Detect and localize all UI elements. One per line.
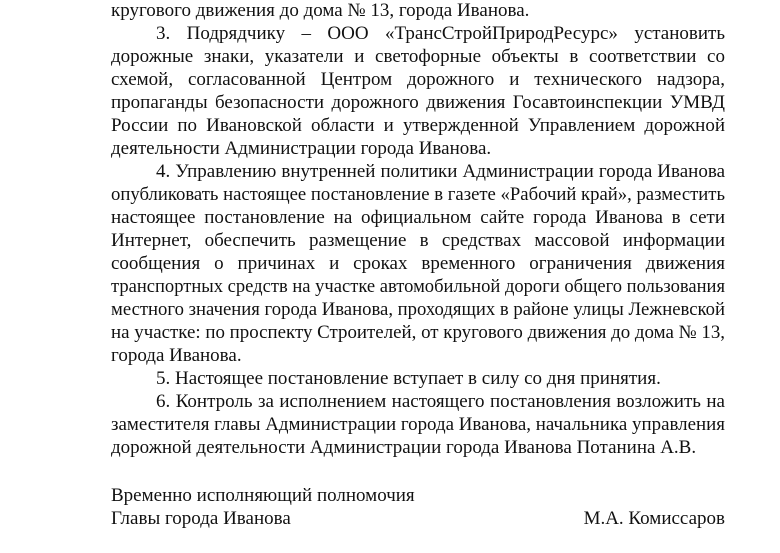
paragraph-3-line-1: 3. Подрядчику – ООО «ТрансСтройПриродРесурс» установить: [156, 23, 725, 44]
paragraph-3-line-5: России по Ивановской области и утвержденной Управлением дорожной: [111, 115, 725, 136]
signature-position-line-1: Временно исполняющий полномочия: [111, 485, 415, 506]
paragraph-4-line-2: опубликовать настоящее постановление в газете «Рабочий край», разместить: [111, 184, 725, 205]
paragraph-3-line-4: пропаганды безопасности дорожного движения Госавтоинспекции УМВД: [111, 92, 725, 113]
paragraph-4-line-9: города Иванова.: [111, 345, 242, 366]
signature-name: М.А. Комиссаров: [583, 508, 725, 529]
paragraph-4-line-7: местного значения города Иванова, проходящих в районе улицы Лежневской: [111, 299, 725, 320]
paragraph-4-line-3: настоящее постановление на официальном сайте города Иванова в сети: [111, 207, 725, 228]
paragraph-4-line-4: Интернет, обеспечить размещение в средствах массовой информации: [111, 230, 725, 251]
paragraph-3-line-3: схемой, согласованной Центром дорожного и технического надзора,: [111, 69, 725, 90]
paragraph-6-line-2: заместителя главы Администрации города Иванова, начальника управления: [111, 414, 725, 435]
paragraph-3-line-6: деятельности Администрации города Иванова.: [111, 138, 492, 159]
paragraph-3-line-2: дорожные знаки, указатели и светофорные объекты в соответствии со: [111, 46, 725, 67]
paragraph-2-line-1: кругового движения до дома № 13, города Иванова.: [111, 0, 530, 21]
paragraph-6-line-1: 6. Контроль за исполнением настоящего постановления возложить на: [156, 391, 725, 412]
paragraph-4-line-1: 4. Управлению внутренней политики Администрации города Иванова: [156, 161, 725, 182]
paragraph-4-line-5: сообщения о причинах и сроках временного ограничения движения: [111, 253, 725, 274]
signature-position-line-2: Главы города Иванова: [111, 508, 291, 529]
paragraph-5-line-1: 5. Настоящее постановление вступает в силу со дня принятия.: [156, 368, 661, 389]
paragraph-4-line-8: на участке: по проспекту Строителей, от кругового движения до дома № 13,: [111, 322, 725, 343]
paragraph-4-line-6: транспортных средств на участке автомобильной дороги общего пользования: [111, 276, 725, 297]
paragraph-6-line-3: дорожной деятельности Администрации города Иванова Потанина А.В.: [111, 437, 697, 458]
